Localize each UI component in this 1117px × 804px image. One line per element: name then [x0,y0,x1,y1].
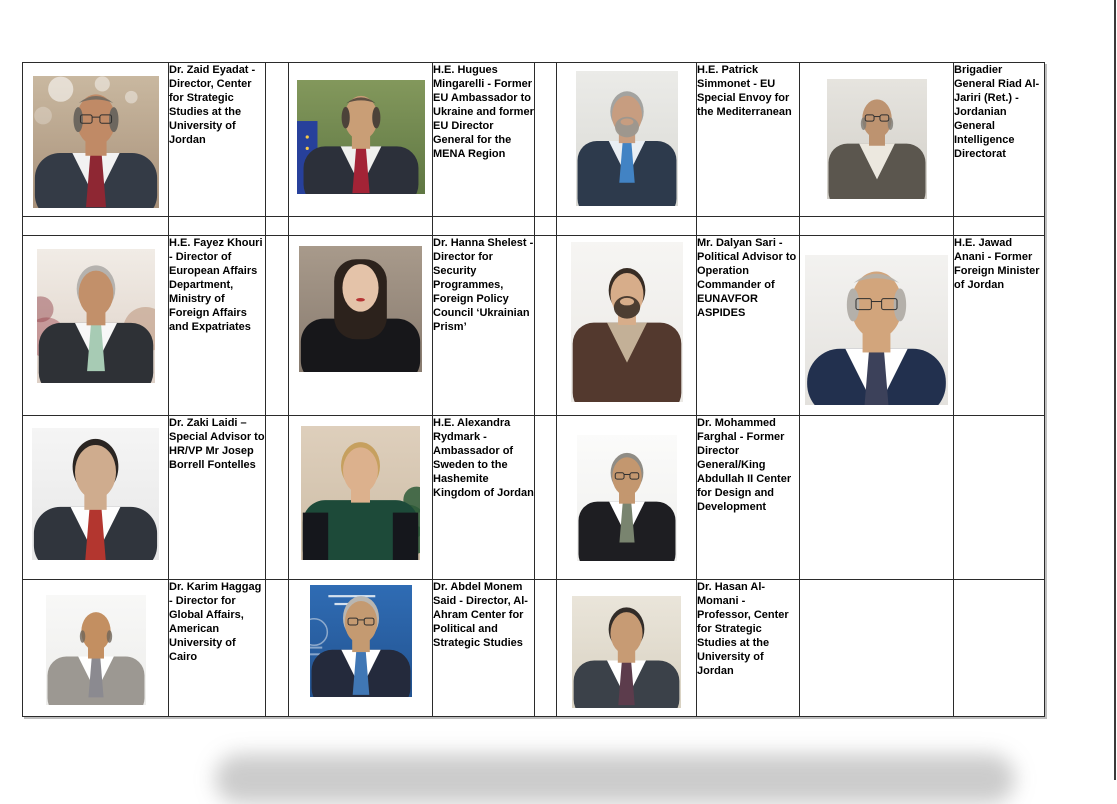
spacer-cell [800,217,954,236]
photo-cell [289,580,433,717]
photo-cell [557,416,697,580]
spacer-cell [266,236,289,416]
title-cell [433,236,535,416]
spacer-cell [954,217,1045,236]
person-photo [572,596,681,708]
person-title: Mr. Dalyan Sari - Political Advisor to Operation Commander of EUNAVFOR ASPIDES [697,237,797,319]
person-photo [46,595,146,705]
spacer-cell [535,217,557,236]
title-cell [697,63,800,217]
spacer-cell [535,236,557,416]
title-cell [697,580,800,717]
person-photo [299,246,422,372]
title-cell [169,236,266,416]
title-cell [169,580,266,717]
title-cell [954,580,1045,717]
person-photo [310,585,412,697]
spacer-cell [266,416,289,580]
table-row [23,236,1045,416]
person-photo [805,255,948,405]
person-photo [32,428,159,560]
spacer-cell [557,217,697,236]
spacer-cell [289,217,433,236]
spacer-cell [23,217,169,236]
title-cell [697,236,800,416]
window-right-edge [1114,0,1116,780]
title-cell [697,416,800,580]
spacer-cell [535,63,557,217]
title-cell [433,580,535,717]
person-photo [827,79,927,199]
person-title: Brigadier General Riad Al-Jariri (Ret.) - Jordanian General Intelligence Directorat [954,64,1040,160]
spacer-row [23,217,1045,236]
photo-cell [800,416,954,580]
title-cell [169,416,266,580]
person-photo [301,426,420,560]
photo-cell [23,63,169,217]
person-title: Dr. Karim Haggag - Director for Global Affairs, American University of Cairo [169,581,262,663]
title-cell [954,416,1045,580]
photo-cell [23,236,169,416]
person-title: Dr. Hasan Al-Momani - Professor, Center for Strategic Studies at the University of Jordan [697,581,789,677]
speakers-table [22,62,1045,717]
spacer-cell [535,580,557,717]
person-title: Dr. Abdel Monem Said - Director, Al-Ahram Center for Political and Strategic Studies [433,581,528,649]
title-cell [954,63,1045,217]
person-title: H.E. Patrick Simmonet - EU Special Envoy for the Mediterranean [697,64,792,118]
person-title: H.E. Hugues Mingarelli - Former EU Ambassador to Ukraine and former EU Director General for the MENA Region [433,64,534,160]
spacer-cell [535,416,557,580]
photo-cell [800,580,954,717]
person-title: Dr. Hanna Shelest - Director for Security Programmes, Foreign Policy Council ‘Ukrainian Prism’ [433,237,534,333]
spacer-cell [697,217,800,236]
person-photo [297,80,425,194]
photo-cell [289,63,433,217]
person-title: H.E. Jawad Anani - Former Foreign Minister of Jordan [954,237,1040,291]
bottom-dock-shadow [215,754,1015,804]
person-photo [571,242,683,402]
table-row [23,416,1045,580]
title-cell [169,63,266,217]
spacer-cell [266,63,289,217]
table-row [23,63,1045,217]
table-row [23,580,1045,717]
person-photo [576,71,678,206]
photo-cell [289,236,433,416]
photo-cell [23,416,169,580]
person-title: Dr. Mohammed Farghal - Former Director General/King Abdullah II Center for Design and Development [697,417,792,513]
spacer-cell [266,217,289,236]
person-photo [33,76,159,208]
spacer-cell [266,580,289,717]
photo-cell [289,416,433,580]
person-photo [37,249,155,383]
photo-cell [557,63,697,217]
photo-cell [800,236,954,416]
spacer-cell [169,217,266,236]
title-cell [433,416,535,580]
photo-cell [800,63,954,217]
person-title: H.E. Alexandra Rydmark - Ambassador of Sweden to the Hashemite Kingdom of Jordan [433,417,534,499]
photo-cell [557,580,697,717]
person-title: Dr. Zaki Laidi – Special Advisor to HR/VP Mr Josep Borrell Fontelles [169,417,265,471]
title-cell [433,63,535,217]
spacer-cell [433,217,535,236]
title-cell [954,236,1045,416]
person-title: H.E. Fayez Khouri - Director of European Affairs Department, Ministry of Foreign Affairs and Expatriates [169,237,263,333]
photo-cell [23,580,169,717]
person-title: Dr. Zaid Eyadat - Director, Center for Strategic Studies at the University of Jordan [169,64,256,146]
person-photo [577,435,677,561]
photo-cell [557,236,697,416]
